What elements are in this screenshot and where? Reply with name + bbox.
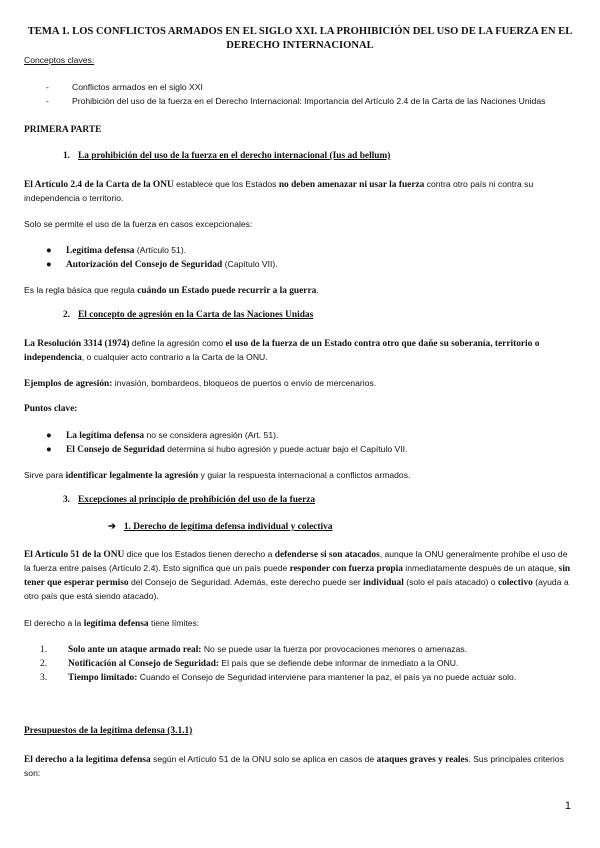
subsection-heading: ➔ 1. Derecho de legítima defensa individual y colectiva	[108, 522, 333, 532]
section-1-paragraph: Solo se permite el uso de la fuerza en casos excepcionales:	[24, 219, 253, 229]
limit-item: 3. Tiempo limitado: Cuando el Consejo de Seguridad interviene para mantener la paz, el país ya no puede actuar solo.	[40, 672, 517, 683]
limit-item: 2. Notificación al Consejo de Seguridad: El país que se defiende debe informar de inmediato a la ONU.	[40, 658, 459, 669]
section-2-heading: 2. El concepto de agresión en la Carta de las Naciones Unidas	[62, 310, 314, 320]
primera-parte-heading: PRIMERA PARTE	[24, 125, 102, 135]
bullet-item: ● El Consejo de Seguridad determina si hubo agresión y puede actuar bajo el Capítulo VII.	[46, 444, 408, 455]
bullet-item: ● Legítima defensa (Artículo 51).	[46, 245, 187, 256]
presupuestos-paragraph: El derecho a la legítima defensa según el Artículo 51 de la ONU solo se aplica en casos de ataques graves y reales. Sus principales criterios son:	[24, 754, 564, 778]
section-1-paragraph: El Artículo 2.4 de la Carta de la ONU establece que los Estados no deben amenazar ni usar la fuerza contra otro país ni contra su independencia o territorio.	[24, 179, 534, 203]
section-1-heading: 1. La prohibición del uso de la fuerza en el derecho internacional (Ius ad bellum)	[62, 151, 391, 161]
presupuestos-heading: Presupuestos de la legítima defensa (3.1.1)	[24, 726, 193, 736]
section-3-paragraph: El Artículo 51 de la ONU dice que los Estados tienen derecho a defenderse si son atacados, aunque la ONU generalmente prohíbe el uso de la fuerza entre países (Artículo 2.4). Esto significa que un país puede responder con fuerza propia inmediatamente después de un ataque, sin tener que esperar permiso del Consejo de Seguridad. Además, este derecho puede ser individual (solo el país atacado) o colectivo (ayuda a otro país que está siendo atacado).	[24, 549, 571, 601]
document-title: TEMA 1. LOS CONFLICTOS ARMADOS EN EL SIGLO XXI. LA PROHIBICIÓN DEL USO DE LA FUERZA EN EL DERECHO INTERNACIONAL	[27, 26, 573, 51]
bullet-item: ● La legítima defensa no se considera agresión (Art. 51).	[46, 430, 279, 441]
page-number: 1	[564, 800, 571, 812]
section-2-paragraph: Sirve para identificar legalmente la agresión y guiar la respuesta internacional a conflictos armados.	[24, 470, 411, 481]
concepto-item: - Prohibición del uso de la fuerza en el Derecho Internacional: Importancia del Artículo 2.4 de la Carta de las Naciones Unidas	[46, 96, 546, 106]
bullet-item: ● Autorización del Consejo de Seguridad (Capítulo VII).	[46, 259, 278, 270]
puntos-clave-label: Puntos clave:	[24, 404, 78, 414]
section-3-heading: 3. Excepciones al principio de prohibición del uso de la fuerza	[62, 495, 316, 505]
section-3-paragraph: El derecho a la legítima defensa tiene límites:	[24, 618, 200, 629]
section-2-paragraph: Ejemplos de agresión: invasión, bombardeos, bloqueos de puertos o envío de mercenarios.	[24, 378, 377, 389]
limit-item: 1. Solo ante un ataque armado real: No se puede usar la fuerza por provocaciones menores o amenazas.	[40, 644, 468, 655]
concepto-item: - Conflictos armados en el siglo XXI	[46, 82, 203, 92]
arrow-right-icon: ➔	[108, 522, 116, 532]
section-1-paragraph: Es la regla básica que regula cuándo un Estado puede recurrir a la guerra.	[24, 285, 319, 296]
section-2-paragraph: La Resolución 3314 (1974) define la agresión como el uso de la fuerza de un Estado contra otro que dañe su soberanía, territorio o independencia, o cualquier acto contrario a la Carta de la ONU.	[24, 338, 540, 363]
conceptos-label: Conceptos claves:	[24, 55, 95, 65]
